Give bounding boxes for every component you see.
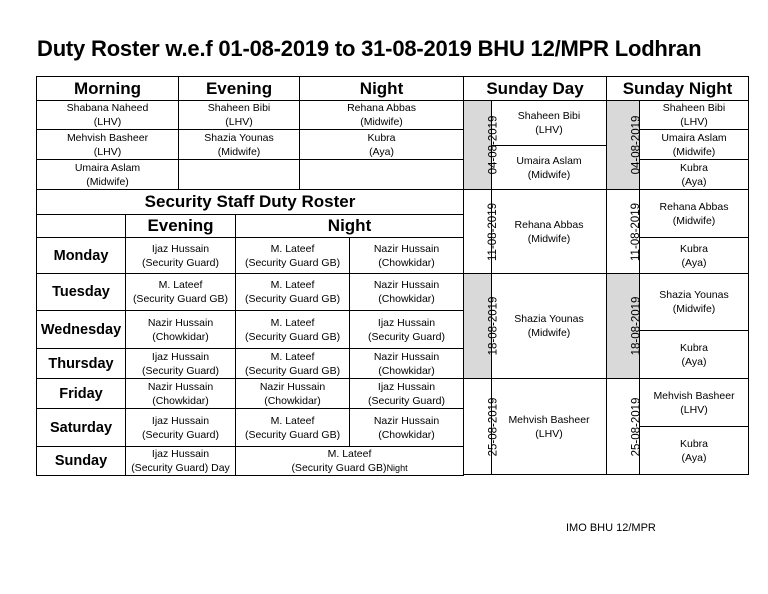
sunday-date: 18-08-2019 (464, 274, 492, 379)
day-label: Monday (37, 238, 126, 274)
header-sunday-day: Sunday Day (464, 77, 607, 101)
security-night-cell: Nazir Hussain (Chowkidar) (236, 379, 350, 409)
security-evening-cell: M. Lateef (Security Guard GB) (126, 274, 236, 311)
sunday-night-date: 18-08-2019 (607, 274, 640, 379)
day-label: Sunday (37, 447, 126, 476)
sunday-night-date: 25-08-2019 (607, 379, 640, 475)
security-night-cell: M. Lateef (Security Guard GB) (236, 409, 350, 447)
security-night-cell: M. Lateef (Security Guard GB) (236, 349, 350, 379)
sunday-night-staff: Kubra (Aya) (640, 238, 749, 274)
sunday-night-staff: Kubra (Aya) (640, 427, 749, 475)
evening-cell: Shaheen Bibi (LHV) (179, 101, 300, 130)
sunday-night-staff: Kubra (Aya) (640, 331, 749, 379)
day-label: Friday (37, 379, 126, 409)
security-evening-cell: Ijaz Hussain (Security Guard) Day (126, 447, 236, 476)
security-night-cell: Ijaz Hussain (Security Guard) (350, 379, 464, 409)
night-cell (300, 160, 464, 190)
sunday-day-staff: Shazia Younas (Midwife) (492, 274, 607, 379)
security-night-cell: M. Lateef (Security Guard GB) (236, 238, 350, 274)
sunday-night-staff: Umaira Aslam (Midwife) (640, 130, 749, 160)
evening-cell (179, 160, 300, 190)
security-night-cell: M. Lateef (Security Guard GB)Night (236, 447, 464, 476)
sunday-day-staff: Mehvish Basheer (LHV) (492, 379, 607, 475)
evening-cell: Shazia Younas (Midwife) (179, 130, 300, 160)
security-night-cell: M. Lateef (Security Guard GB) (236, 274, 350, 311)
day-label: Wednesday (37, 311, 126, 349)
sunday-date: 11-08-2019 (464, 190, 492, 274)
security-evening-cell: Nazir Hussain (Chowkidar) (126, 379, 236, 409)
header-evening: Evening (179, 77, 300, 101)
morning-cell: Mehvish Basheer (LHV) (37, 130, 179, 160)
security-night-cell: Ijaz Hussain (Security Guard) (350, 311, 464, 349)
security-evening-cell: Ijaz Hussain (Security Guard) (126, 238, 236, 274)
day-label: Thursday (37, 349, 126, 379)
sunday-date: 04-08-2019 (464, 101, 492, 190)
security-night-cell: Nazir Hussain (Chowkidar) (350, 238, 464, 274)
security-night-cell: Nazir Hussain (Chowkidar) (350, 274, 464, 311)
header-morning: Morning (37, 77, 179, 101)
security-header-night: Night (236, 215, 464, 238)
security-night-cell: M. Lateef (Security Guard GB) (236, 311, 350, 349)
security-night-cell: Nazir Hussain (Chowkidar) (350, 349, 464, 379)
night-cell: Rehana Abbas (Midwife) (300, 101, 464, 130)
sunday-day-staff: Rehana Abbas (Midwife) (492, 190, 607, 274)
night-cell: Kubra (Aya) (300, 130, 464, 160)
day-label: Tuesday (37, 274, 126, 311)
duty-roster-table (36, 76, 464, 476)
sunday-night-date: 04-08-2019 (607, 101, 640, 190)
header-sunday-night: Sunday Night (607, 77, 749, 101)
sunday-night-staff: Shaheen Bibi (LHV) (640, 101, 749, 130)
security-roster-title: Security Staff Duty Roster (37, 190, 464, 215)
sunday-day-staff: Shaheen Bibi (LHV) (492, 101, 607, 146)
morning-cell: Shabana Naheed (LHV) (37, 101, 179, 130)
blank-cell (37, 215, 126, 238)
security-night-cell: Nazir Hussain (Chowkidar) (350, 409, 464, 447)
day-label: Saturday (37, 409, 126, 447)
sunday-day-table (463, 76, 607, 475)
sunday-night-table (606, 76, 749, 475)
page-title: Duty Roster w.e.f 01-08-2019 to 31-08-2019 BHU 12/MPR Lodhran (37, 36, 702, 61)
security-header-evening: Evening (126, 215, 236, 238)
footer-signature: IMO BHU 12/MPR (566, 522, 656, 534)
sunday-date: 25-08-2019 (464, 379, 492, 475)
header-night: Night (300, 77, 464, 101)
sunday-night-date: 11-08-2019 (607, 190, 640, 274)
sunday-night-staff: Kubra (Aya) (640, 160, 749, 190)
security-evening-cell: Ijaz Hussain (Security Guard) (126, 409, 236, 447)
morning-cell: Umaira Aslam (Midwife) (37, 160, 179, 190)
security-evening-cell: Nazir Hussain (Chowkidar) (126, 311, 236, 349)
sunday-night-staff: Mehvish Basheer (LHV) (640, 379, 749, 427)
sunday-day-staff: Umaira Aslam (Midwife) (492, 146, 607, 190)
sunday-night-staff: Rehana Abbas (Midwife) (640, 190, 749, 238)
sunday-night-staff: Shazia Younas (Midwife) (640, 274, 749, 331)
security-evening-cell: Ijaz Hussain (Security Guard) (126, 349, 236, 379)
